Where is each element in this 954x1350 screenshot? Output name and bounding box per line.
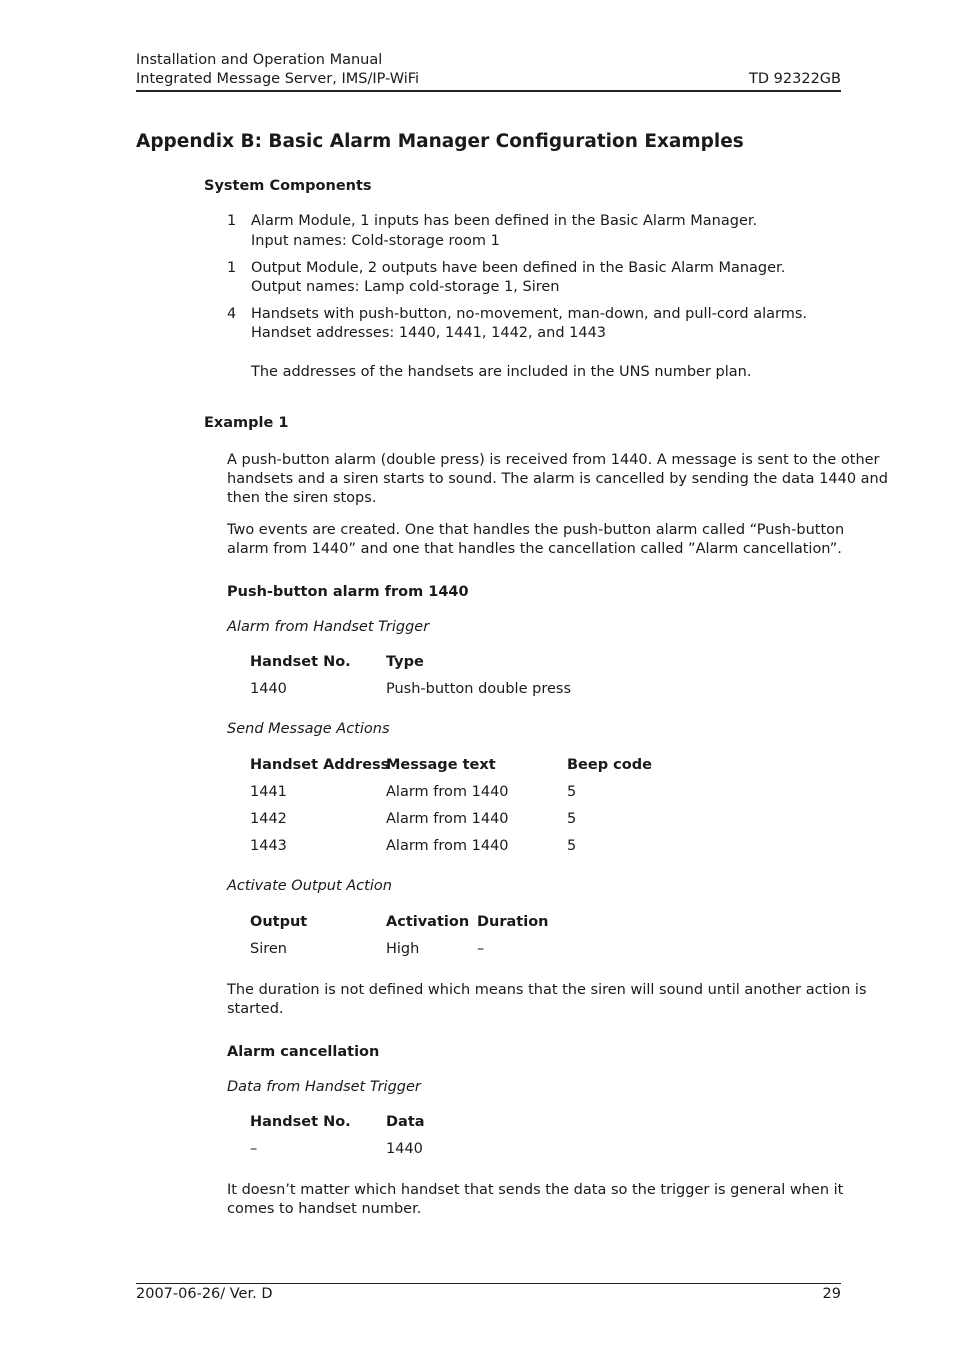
- list-item-number: 4: [227, 306, 237, 322]
- table-header-cell: Activation: [386, 914, 470, 930]
- components-note: The addresses of the handsets are included in the UNS number plan.: [251, 364, 752, 380]
- paragraph-line: Two events are created. One that handles the push-button alarm called “Push-button: [227, 522, 845, 538]
- header-product-name: Integrated Message Server, IMS/IP-WiFi: [136, 71, 420, 87]
- table-cell: 1442: [250, 811, 287, 827]
- paragraph-line: handsets and a siren starts to sound. The alarm is cancelled by sending the data 1440 and: [227, 471, 888, 487]
- list-item-text: Handsets with push-button, no-movement, man-down, and pull-cord alarms.: [251, 306, 807, 322]
- table-cell: 5: [567, 811, 577, 827]
- list-item-number: 1: [227, 213, 237, 229]
- paragraph-line: The duration is not defined which means that the siren will sound until another action is: [227, 982, 867, 998]
- table-header-cell: Handset No.: [250, 654, 351, 670]
- paragraph-line: started.: [227, 1001, 284, 1017]
- table-header-cell: Handset Address: [250, 757, 390, 773]
- paragraph-line: It doesn’t matter which handset that sends the data so the trigger is general when it: [227, 1182, 844, 1198]
- paragraph-line: then the siren stops.: [227, 490, 377, 506]
- table-cell: High: [386, 941, 420, 957]
- table-header-cell: Beep code: [567, 757, 652, 773]
- list-item-subtext: Output names: Lamp cold-storage 1, Siren: [251, 279, 560, 295]
- push-button-heading: Push-button alarm from 1440: [227, 584, 469, 600]
- paragraph-line: alarm from 1440” and one that handles the cancellation called ”Alarm cancellation”.: [227, 541, 842, 557]
- table-cell: 1443: [250, 838, 287, 854]
- alarm-cancellation-heading: Alarm cancellation: [227, 1044, 380, 1060]
- paragraph-line: A push-button alarm (double press) is received from 1440. A message is sent to the other: [227, 452, 880, 468]
- data-trigger-label: Data from Handset Trigger: [227, 1079, 421, 1095]
- table-cell: Alarm from 1440: [386, 838, 509, 854]
- table-cell: Alarm from 1440: [386, 784, 509, 800]
- example1-events-description: [227, 521, 844, 559]
- table-cell: 5: [567, 784, 577, 800]
- table-cell: 1440: [386, 1141, 423, 1157]
- alarm-trigger-label: Alarm from Handset Trigger: [227, 619, 430, 635]
- table-header-cell: Message text: [386, 757, 496, 773]
- header-doc-number: TD 92322GB: [749, 71, 841, 87]
- list-item-number: 1: [227, 260, 237, 276]
- header-rule: [136, 90, 841, 92]
- table-cell: 1441: [250, 784, 287, 800]
- list-item-subtext: Handset addresses: 1440, 1441, 1442, and 1443: [251, 325, 607, 341]
- table-cell: 1440: [250, 681, 287, 697]
- table-cell: Siren: [250, 941, 287, 957]
- page-title: Appendix B: Basic Alarm Manager Configuration Examples: [136, 131, 744, 152]
- list-item-text: Alarm Module, 1 inputs has been defined in the Basic Alarm Manager.: [251, 213, 758, 229]
- footer-date-version: 2007-06-26/ Ver. D: [136, 1286, 273, 1302]
- paragraph-line: comes to handset number.: [227, 1201, 422, 1217]
- activate-output-label: Activate Output Action: [227, 878, 392, 894]
- table-cell: Push-button double press: [386, 681, 571, 697]
- table-header-cell: Duration: [477, 914, 549, 930]
- page-number: 29: [822, 1286, 841, 1302]
- table-header-cell: Data: [386, 1114, 425, 1130]
- table-header-cell: Handset No.: [250, 1114, 351, 1130]
- table-cell: Alarm from 1440: [386, 811, 509, 827]
- list-item-subtext: Input names: Cold-storage room 1: [251, 233, 500, 249]
- list-item-text: Output Module, 2 outputs have been defined in the Basic Alarm Manager.: [251, 260, 786, 276]
- table-cell: –: [250, 1141, 258, 1157]
- table-cell: –: [477, 941, 485, 957]
- header-manual-title: Installation and Operation Manual: [136, 52, 383, 68]
- table-header-cell: Output: [250, 914, 308, 930]
- send-message-label: Send Message Actions: [227, 721, 390, 737]
- duration-note: [227, 981, 867, 1019]
- table-header-cell: Type: [386, 654, 424, 670]
- footer-rule: [136, 1283, 841, 1284]
- cancellation-note: [227, 1181, 843, 1219]
- table-cell: 5: [567, 838, 577, 854]
- system-components-heading: System Components: [204, 178, 372, 194]
- example1-description: [227, 451, 888, 508]
- example1-heading: Example 1: [204, 415, 289, 431]
